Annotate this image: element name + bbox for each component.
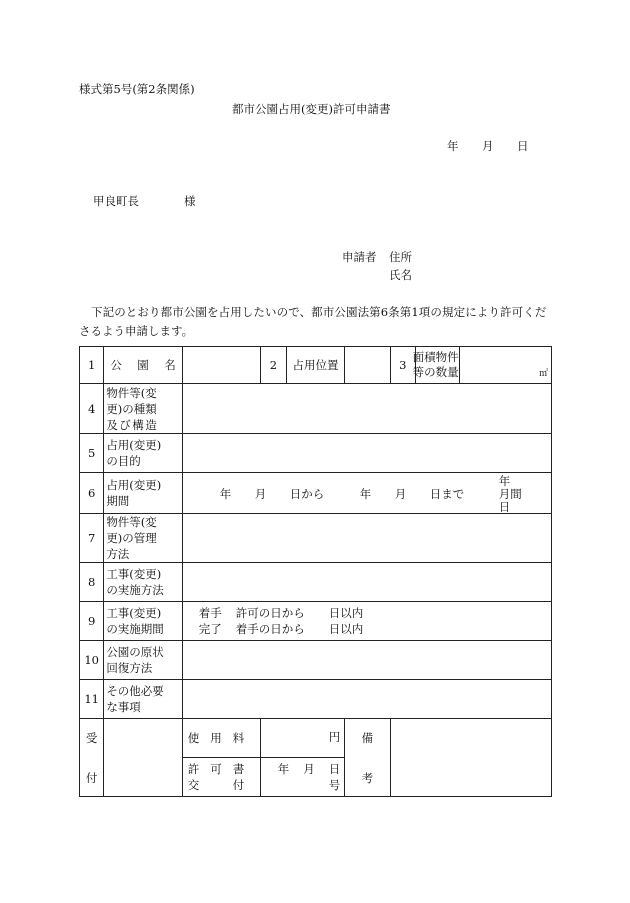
permit-label-char-5: 付 [232,778,245,792]
period-from-month: 月 [254,487,267,501]
period-to-day: 日まで [429,487,465,501]
restoration-method-label-line2: 回復方法 [106,661,153,675]
fee-label-char-1: 使 [187,731,200,745]
structure-type-label-line1: 物件等(変 [106,385,157,400]
permit-label-char-1: 許 [187,762,200,776]
addressee-honorific: 様 [184,194,196,208]
management-method-label-line3: 方法 [106,547,130,561]
table-row-7 [80,514,552,563]
restoration-method-field[interactable] [182,641,551,680]
row1-number: 1 [80,347,104,384]
remarks-label-top: 備 [361,730,374,745]
construction-method-label-line1: 工事(変更) [106,567,162,581]
date-year-label: 年 [447,139,459,153]
other-matters-field[interactable] [182,680,551,719]
park-name-label [104,347,182,384]
park-name-char-1: 公 [110,358,122,372]
construction-period-label-line2: の実施期間 [106,622,164,636]
addressee-name: 甲良町長 [93,194,139,208]
occupation-location-field[interactable] [345,347,390,384]
period-field[interactable] [182,473,551,514]
table-row-1 [80,347,552,384]
construction-method-field[interactable] [182,563,551,602]
period-from-day: 日から [289,487,325,501]
remarks-field[interactable] [390,719,551,797]
area-quantity-label-line1: 面積物件 [412,350,459,364]
construction-start-suffix: 日以内 [328,606,364,620]
park-name-field[interactable] [182,347,260,384]
period-label [104,473,182,514]
construction-end-label: 完了 [198,622,222,636]
period-from-year: 年 [219,487,232,501]
other-matters-label-line2: な事項 [106,700,141,714]
row2-number: 2 [261,347,286,384]
area-quantity-label-line2: 等の数量 [412,365,459,379]
purpose-label [104,434,182,473]
restoration-method-label [104,641,182,680]
purpose-label-line2: の目的 [106,454,141,468]
form-number: 様式第5号(第2条関係) [79,82,195,96]
structure-type-label-line2: 更)の種類 [106,401,157,416]
row8-number: 8 [80,563,104,602]
area-quantity-field[interactable] [460,347,552,384]
purpose-field[interactable] [182,434,551,473]
period-duration-month: 月間 [498,487,522,501]
permit-label-char-4: 交 [187,778,200,792]
table-row-10 [80,641,552,680]
construction-period-label [104,602,182,641]
permit-date-month: 月 [303,762,315,776]
structure-type-field[interactable] [182,384,551,434]
management-method-field[interactable] [182,514,551,563]
structure-type-label [104,384,182,434]
table-row-4 [80,384,552,434]
row10-number: 10 [80,641,104,680]
row3-number: 3 [390,347,415,384]
table-row-8 [80,563,552,602]
date-month-label: 月 [482,139,494,153]
permit-date-year: 年 [277,762,290,776]
management-method-label-line1: 物件等(変 [106,515,157,529]
construction-period-label-line1: 工事(変更) [106,606,162,620]
row6-number: 6 [80,473,104,514]
table-row-5 [80,434,552,473]
row11-number: 11 [80,680,104,719]
other-matters-label [104,680,182,719]
construction-period-field[interactable] [182,602,551,641]
table-row-6 [80,473,552,514]
construction-method-label-line2: の実施方法 [106,583,164,597]
receipt-label-top: 受 [85,730,98,745]
row4-number: 4 [80,384,104,434]
permit-issue-field[interactable] [261,758,345,797]
applicant-address-label: 住所 [389,250,412,264]
construction-method-label [104,563,182,602]
other-matters-label-line1: その他必要 [106,684,164,698]
permit-label-char-3: 書 [232,762,245,776]
management-method-label [104,514,182,563]
square-meter-unit: ㎡ [538,369,548,379]
fee-field[interactable] [261,719,345,758]
management-method-label-line2: 更)の管理 [106,531,157,545]
permit-label-char-2: 可 [210,762,222,776]
receipt-label [80,719,104,797]
fee-label [182,719,260,758]
construction-start-label: 着手 [198,606,222,620]
receipt-field[interactable] [104,719,182,797]
applicant-label: 申請者 [342,250,377,264]
park-name-char-2: 園 [137,358,149,372]
date-day-label: 日 [517,139,529,153]
row7-number: 7 [80,514,104,563]
fee-label-char-2: 用 [210,731,222,745]
area-quantity-label [412,347,459,384]
construction-start-text: 許可の日から [235,606,305,620]
permit-issue-label [182,758,260,797]
table-row-11 [80,680,552,719]
table-row-9 [80,602,552,641]
receipt-label-bottom: 付 [85,770,98,785]
applicant-name-label: 氏名 [389,268,412,282]
period-to-year: 年 [359,487,372,501]
period-label-line2: 期間 [106,494,130,508]
fee-unit: 円 [328,730,341,744]
permit-date-day: 日 [328,762,341,776]
construction-end-suffix: 日以内 [328,622,364,636]
structure-type-label-line3: 及び構造 [106,417,159,432]
period-label-line1: 占用(変更) [106,478,162,492]
construction-end-text: 着手の日から [235,622,305,636]
purpose-label-line1: 占用(変更) [106,438,162,452]
period-to-month: 月 [394,487,407,501]
row5-number: 5 [80,434,104,473]
permit-number-suffix: 号 [328,778,341,792]
period-duration-year: 年 [498,474,511,488]
period-duration-day: 日 [498,500,511,514]
page-title: 都市公園占用(変更)許可申請書 [232,102,391,116]
restoration-method-label-line1: 公園の原状 [106,645,164,659]
park-name-char-3: 名 [164,358,176,372]
application-table [79,346,552,797]
body-text-line2: さるよう申請します。 [79,324,194,338]
remarks-label-bottom: 考 [361,770,374,785]
remarks-label [345,719,390,797]
table-footer-row-1 [80,719,552,758]
fee-label-char-3: 料 [232,731,245,745]
occupation-location-label: 占用位置 [286,347,345,384]
body-text-line1: 下記のとおり都市公園を占用したいので、都市公園法第6条第1項の規定により許可くだ [91,305,547,319]
row9-number: 9 [80,602,104,641]
